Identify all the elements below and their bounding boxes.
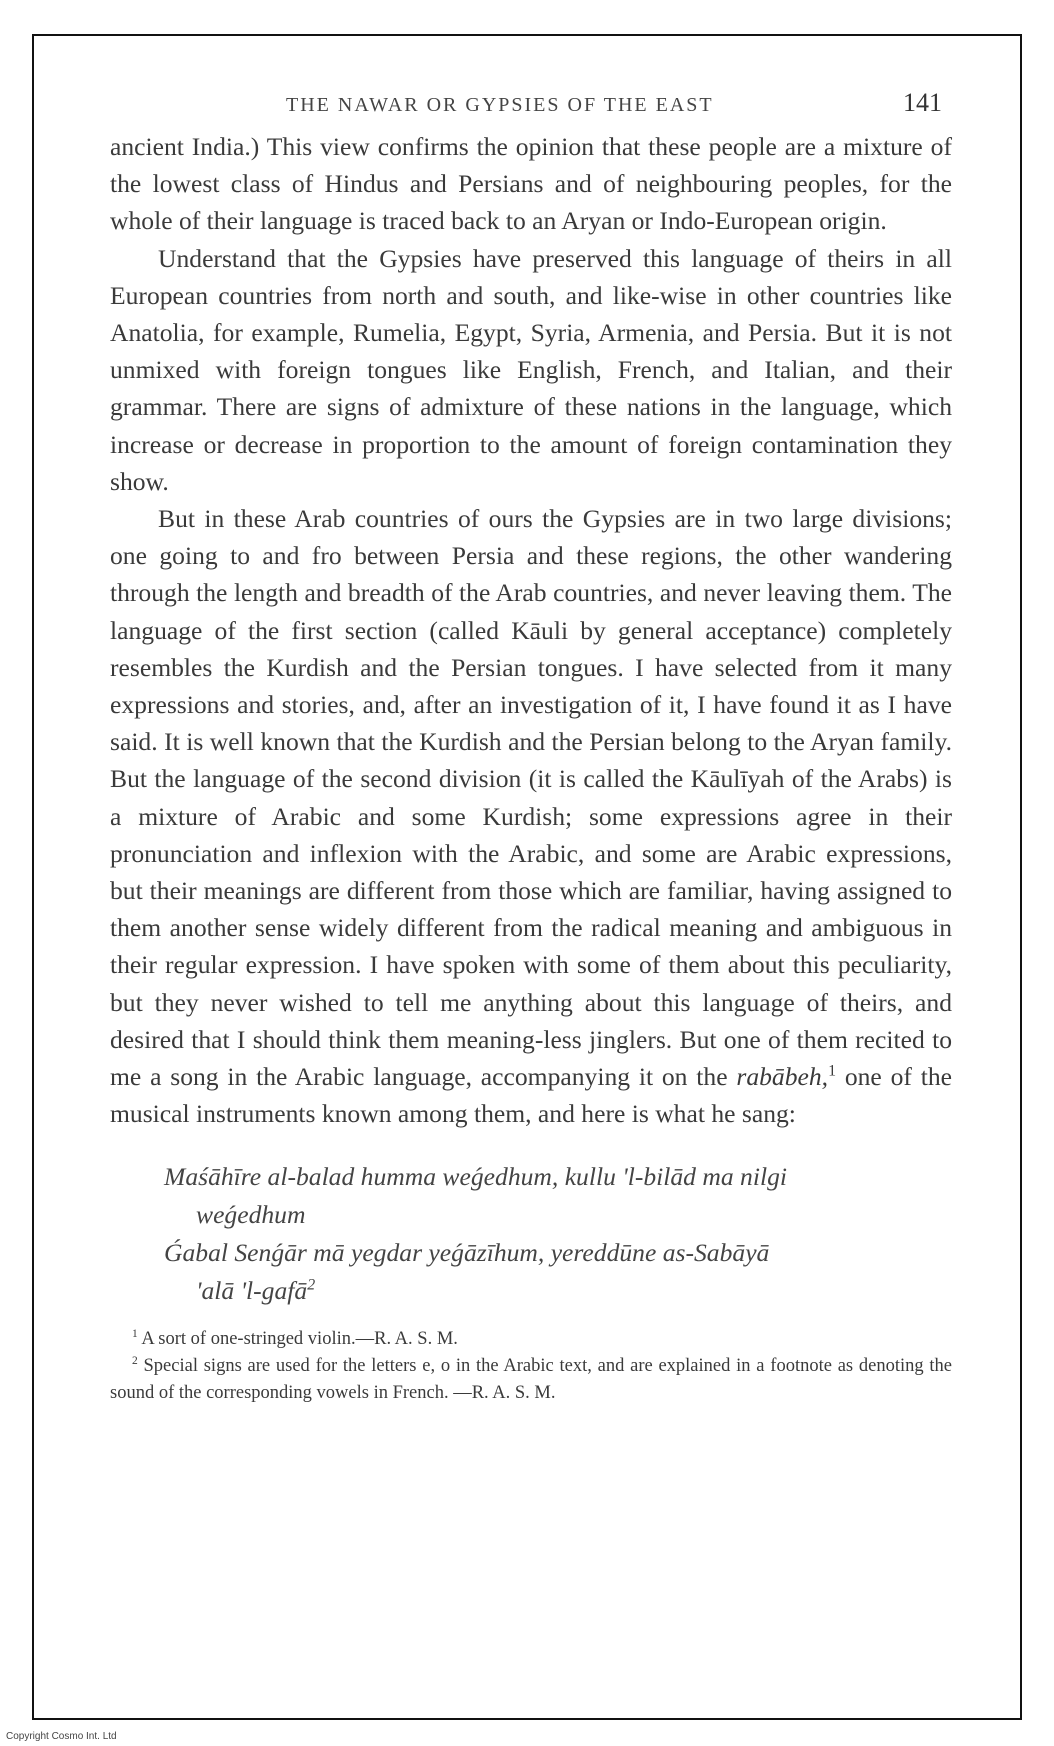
- rababeh-term: rabābeh,: [736, 1062, 829, 1092]
- footnote-2: [110, 1353, 952, 1407]
- verse-line-2-end: 'alā 'l-gafā: [196, 1276, 308, 1306]
- footnote-1-text: A sort of one-stringed violin.—R. A. S. M.: [137, 1329, 458, 1350]
- verse-line-1: Maśāhīre al-balad humma weǵedhum, kullu 'l-bilād ma nilgi: [164, 1162, 787, 1192]
- footnote-2-text: Special signs are used for the letters e, o in the Arabic text, and are explained in a footnote as denoting the sound of the corresponding vowels in French. —R. A. S. M.: [110, 1356, 952, 1404]
- paragraph-3-text: But in these Arab countries of ours the Gypsies are in two large divisions; one going to and fro between Persia and these regions, the other wandering through the length and breadth of the Arab countries, and never leaving them. The language of the first section (called Kāuli by general acceptance) completely resembles the Kurdish and the Persian tongues. I have selected from it many expressions and stories, and, after an investigation of it, I have found it as I have said. It is well known that the Kurdish and the Persian belong to the Aryan family. But the language of the second division (it is called the Kāulīyah of the Arabs) is a mixture of Arabic and some Kurdish; some expressions agree in their pronunciation and inflexion with the Arabic, and some are Arabic expressions, but their meanings are different from those which are familiar, having assigned to them another sense widely different from the radical meaning and ambiguous in their regular expression. I have spoken with some of them about this peculiarity, but they never wished to tell me anything about this language of theirs, and desired that I should think them meaning-less jinglers. But one of them recited to me a song in the Arabic language, accompanying it on the: [110, 504, 952, 1092]
- paragraph-2: Understand that the Gypsies have preserved this language of theirs in all European countries from north and south, and like-wise in other countries like Anatolia, for example, Rumelia, Egypt, Syria, Armenia, and Persia. But it is not unmixed with foreign tongues like English, French, and Italian, and their grammar. There are signs of admixture of these nations in the language, which increase or decrease in proportion to the amount of foreign contamination they show.: [110, 243, 952, 496]
- paragraph-1: ancient India.) This view confirms the opinion that these people are a mixture of the lowest class of Hindus and Persians and of neighbouring peoples, for the whole of their language is traced back to an Aryan or Indo-European origin.: [110, 132, 952, 236]
- footnote-1: [110, 1326, 952, 1353]
- verse-line-2-continuation: [164, 1272, 952, 1310]
- verse-line-2: Ǵabal Senǵār mā yegdar yeǵāzīhum, yereddūne as-Sabāyā: [164, 1238, 770, 1268]
- verse-line-1-continuation: weǵedhum: [196, 1200, 306, 1230]
- book-page: [110, 88, 952, 1407]
- page-number: 141: [903, 88, 942, 117]
- song-verse: [164, 1158, 952, 1310]
- paragraph-3-ending: one of the musical instruments known among them, and here is what he sang:: [110, 1062, 952, 1129]
- footnote-2-marker: 2: [132, 1355, 138, 1368]
- footnote-ref-1: 1: [828, 1062, 837, 1080]
- footnote-1-marker: 1: [132, 1328, 138, 1341]
- footnote-ref-2: 2: [307, 1276, 316, 1294]
- body-text: [110, 128, 952, 1132]
- running-title: THE NAWAR OR GYPSIES OF THE EAST: [286, 94, 714, 116]
- running-header: [110, 88, 952, 128]
- footnotes: [110, 1326, 952, 1407]
- copyright-notice: Copyright Cosmo Int. Ltd: [6, 1731, 117, 1742]
- paragraph-3: [110, 500, 952, 1132]
